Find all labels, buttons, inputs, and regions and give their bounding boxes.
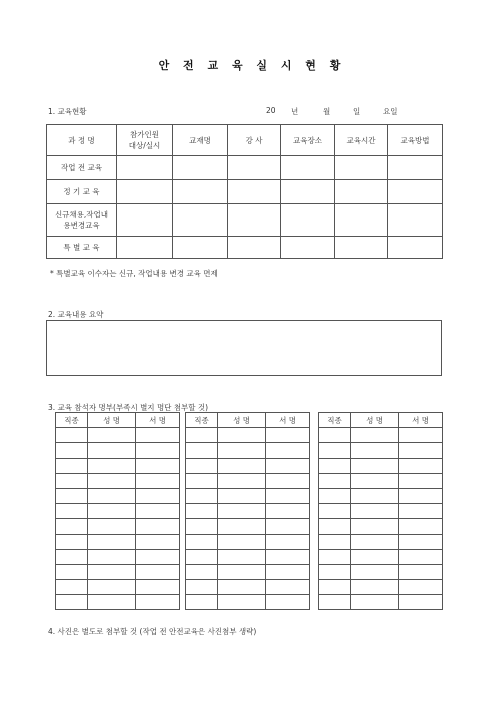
cell-input[interactable] — [335, 156, 388, 180]
attendee-cell[interactable] — [218, 504, 266, 519]
cell-input[interactable] — [281, 204, 335, 237]
attendee-row — [186, 534, 310, 549]
attendee-cell[interactable] — [136, 504, 180, 519]
attendee-cell[interactable] — [136, 595, 180, 610]
attendee-header-signature: 서 명 — [266, 413, 310, 428]
cell-input[interactable] — [173, 156, 228, 180]
attendee-row — [186, 488, 310, 503]
attendee-row — [319, 534, 443, 549]
attendee-cell[interactable] — [56, 519, 88, 534]
attendee-header-job: 직종 — [319, 413, 351, 428]
section-1-label: 1. 교육현황 — [48, 107, 87, 116]
attendee-header-row — [319, 413, 443, 428]
attendee-cell[interactable] — [399, 564, 443, 579]
attendee-header-job: 직종 — [186, 413, 218, 428]
attendee-row — [186, 564, 310, 579]
attendee-cell[interactable] — [266, 595, 310, 610]
attendee-row — [319, 473, 443, 488]
attendee-cell[interactable] — [186, 580, 218, 595]
attendee-table-3 — [318, 412, 443, 610]
cell-input[interactable] — [388, 204, 443, 237]
attendee-cell[interactable] — [88, 595, 136, 610]
attendee-cell[interactable] — [399, 488, 443, 503]
attendee-row — [186, 519, 310, 534]
attendee-row — [319, 488, 443, 503]
attendee-header-name: 성 명 — [218, 413, 266, 428]
section-2-label: 2. 교육내용 요약 — [48, 310, 104, 319]
header-course-name: 과 정 명 — [47, 125, 117, 156]
attendee-cell[interactable] — [399, 458, 443, 473]
attendee-cell[interactable] — [186, 458, 218, 473]
attendee-cell[interactable] — [186, 488, 218, 503]
table-row — [47, 204, 443, 237]
attendee-row — [319, 519, 443, 534]
attendee-cell[interactable] — [319, 549, 351, 564]
attendee-row — [186, 580, 310, 595]
cell-input[interactable] — [335, 237, 388, 259]
attendee-cell[interactable] — [88, 473, 136, 488]
cell-input[interactable] — [117, 156, 173, 180]
attendee-row — [319, 458, 443, 473]
attendee-cell[interactable] — [351, 549, 399, 564]
attendee-cell[interactable] — [56, 504, 88, 519]
attendee-cell[interactable] — [56, 428, 88, 443]
attendee-cell[interactable] — [56, 549, 88, 564]
attendee-row — [56, 488, 180, 503]
header-time: 교육시간 — [335, 125, 388, 156]
attendee-cell[interactable] — [56, 458, 88, 473]
cell-input[interactable] — [281, 156, 335, 180]
attendee-cell[interactable] — [351, 534, 399, 549]
table-row — [47, 237, 443, 259]
cell-input[interactable] — [228, 237, 281, 259]
attendee-row — [186, 595, 310, 610]
attendee-cell[interactable] — [56, 473, 88, 488]
attendee-row — [319, 580, 443, 595]
attendee-cell[interactable] — [136, 549, 180, 564]
cell-input[interactable] — [388, 180, 443, 204]
cell-input[interactable] — [173, 180, 228, 204]
attendee-cell[interactable] — [351, 504, 399, 519]
header-method: 교육방법 — [388, 125, 443, 156]
attendee-cell[interactable] — [319, 443, 351, 458]
attendee-cell[interactable] — [88, 488, 136, 503]
attendee-cell[interactable] — [351, 458, 399, 473]
attendee-cell[interactable] — [88, 519, 136, 534]
attendee-cell[interactable] — [218, 473, 266, 488]
summary-input-box[interactable] — [46, 320, 442, 376]
attendee-row — [186, 549, 310, 564]
attendee-table-1 — [55, 412, 180, 610]
attendee-cell[interactable] — [186, 534, 218, 549]
cell-input[interactable] — [228, 180, 281, 204]
attendee-cell[interactable] — [266, 504, 310, 519]
attendee-cell[interactable] — [266, 534, 310, 549]
attendee-cell[interactable] — [266, 428, 310, 443]
cell-input[interactable] — [228, 156, 281, 180]
attendee-cell[interactable] — [136, 488, 180, 503]
row-label-new-hire-text: 신규채용,작업내 용변경교육 — [54, 210, 109, 230]
attendee-cell[interactable] — [218, 580, 266, 595]
attendee-cell[interactable] — [319, 458, 351, 473]
date-month-label: 월 — [323, 107, 331, 116]
section-3-label: 3. 교육 참석자 명부(부족시 별지 명단 첨부할 것) — [48, 403, 209, 412]
attendee-header-job: 직종 — [56, 413, 88, 428]
attendee-cell[interactable] — [186, 473, 218, 488]
attendee-row — [56, 564, 180, 579]
attendee-cell[interactable] — [136, 458, 180, 473]
attendee-cell[interactable] — [56, 580, 88, 595]
attendee-cell[interactable] — [136, 564, 180, 579]
education-status-table — [46, 124, 443, 259]
attendee-cell[interactable] — [266, 458, 310, 473]
attendee-cell[interactable] — [186, 549, 218, 564]
attendee-header-name: 성 명 — [351, 413, 399, 428]
attendee-cell[interactable] — [399, 549, 443, 564]
attendee-cell[interactable] — [319, 534, 351, 549]
attendee-header-row — [186, 413, 310, 428]
attendee-cell[interactable] — [351, 443, 399, 458]
attendee-cell[interactable] — [218, 519, 266, 534]
attendee-cell[interactable] — [88, 580, 136, 595]
special-education-note: * 특별교육 이수자는 신규, 작업내용 변경 교육 면제 — [50, 269, 218, 278]
table-header-row — [47, 125, 443, 156]
attendee-cell[interactable] — [88, 458, 136, 473]
date-weekday-label: 요일 — [383, 107, 398, 116]
table-row — [47, 156, 443, 180]
attendee-cell[interactable] — [266, 580, 310, 595]
header-participants-text: 참가인원 대상/실시 — [128, 130, 161, 150]
attendee-cell[interactable] — [218, 549, 266, 564]
attendee-row — [56, 443, 180, 458]
attendee-cell[interactable] — [136, 580, 180, 595]
attendee-cell[interactable] — [218, 534, 266, 549]
cell-input[interactable] — [117, 180, 173, 204]
attendee-cell[interactable] — [351, 580, 399, 595]
attendee-cell[interactable] — [399, 580, 443, 595]
cell-input[interactable] — [335, 180, 388, 204]
attendee-cell[interactable] — [399, 519, 443, 534]
attendee-cell[interactable] — [319, 473, 351, 488]
table-row — [47, 180, 443, 204]
header-textbook: 교재명 — [173, 125, 228, 156]
cell-input[interactable] — [281, 180, 335, 204]
attendee-cell[interactable] — [266, 473, 310, 488]
document-title: 안 전 교 육 실 시 현 황 — [158, 59, 346, 72]
cell-input[interactable] — [117, 204, 173, 237]
attendee-row — [56, 534, 180, 549]
cell-input[interactable] — [173, 237, 228, 259]
attendee-cell[interactable] — [88, 534, 136, 549]
attendee-row — [319, 443, 443, 458]
attendee-cell[interactable] — [351, 473, 399, 488]
attendee-cell[interactable] — [399, 504, 443, 519]
attendee-cell[interactable] — [136, 428, 180, 443]
attendee-cell[interactable] — [218, 458, 266, 473]
attendee-cell[interactable] — [56, 595, 88, 610]
attendee-cell[interactable] — [399, 534, 443, 549]
attendee-cell[interactable] — [88, 504, 136, 519]
row-label-pre-work: 작업 전 교육 — [47, 156, 117, 180]
date-day-label: 일 — [353, 107, 361, 116]
attendee-cell[interactable] — [186, 564, 218, 579]
attendee-cell[interactable] — [88, 428, 136, 443]
cell-input[interactable] — [173, 204, 228, 237]
header-location: 교육장소 — [281, 125, 335, 156]
row-label-special: 특 별 교 육 — [47, 237, 117, 259]
attendee-cell[interactable] — [136, 473, 180, 488]
attendee-cell[interactable] — [351, 564, 399, 579]
attendee-row — [186, 443, 310, 458]
row-label-regular: 정 기 교 육 — [47, 180, 117, 204]
attendee-cell[interactable] — [319, 519, 351, 534]
attendee-cell[interactable] — [218, 488, 266, 503]
row-label-new-hire — [47, 204, 117, 237]
attendee-row — [56, 595, 180, 610]
attendee-header-name: 성 명 — [88, 413, 136, 428]
attendee-cell[interactable] — [399, 595, 443, 610]
attendee-cell[interactable] — [186, 428, 218, 443]
attendee-row — [319, 549, 443, 564]
attendee-header-signature: 서 명 — [399, 413, 443, 428]
cell-input[interactable] — [335, 204, 388, 237]
section-4-label: 4. 사진은 별도로 첨부할 것 (작업 전 안전교육은 사진첨부 생략) — [48, 627, 257, 636]
attendee-row — [56, 473, 180, 488]
attendee-cell[interactable] — [56, 534, 88, 549]
attendee-cell[interactable] — [351, 519, 399, 534]
attendee-cell[interactable] — [186, 504, 218, 519]
attendee-row — [186, 428, 310, 443]
attendee-cell[interactable] — [399, 443, 443, 458]
attendee-cell[interactable] — [136, 519, 180, 534]
attendee-header-signature: 서 명 — [136, 413, 180, 428]
attendee-cell[interactable] — [319, 564, 351, 579]
attendee-cell[interactable] — [56, 488, 88, 503]
attendee-row — [56, 519, 180, 534]
attendee-cell[interactable] — [266, 443, 310, 458]
attendee-row — [186, 458, 310, 473]
attendee-cell[interactable] — [56, 564, 88, 579]
attendee-cell[interactable] — [136, 534, 180, 549]
attendee-cell[interactable] — [186, 519, 218, 534]
attendee-row — [56, 458, 180, 473]
cell-input[interactable] — [228, 204, 281, 237]
attendee-row — [319, 504, 443, 519]
attendee-row — [319, 428, 443, 443]
cell-input[interactable] — [388, 156, 443, 180]
header-instructor: 강 사 — [228, 125, 281, 156]
attendee-cell[interactable] — [351, 488, 399, 503]
attendee-cell[interactable] — [136, 443, 180, 458]
attendee-row — [56, 504, 180, 519]
attendee-cell[interactable] — [266, 488, 310, 503]
attendee-cell[interactable] — [218, 428, 266, 443]
cell-input[interactable] — [117, 237, 173, 259]
attendee-cell[interactable] — [266, 564, 310, 579]
attendee-row — [56, 428, 180, 443]
attendee-cell[interactable] — [56, 443, 88, 458]
attendee-row — [186, 473, 310, 488]
attendee-cell[interactable] — [319, 488, 351, 503]
attendee-cell[interactable] — [88, 443, 136, 458]
attendee-cell[interactable] — [88, 564, 136, 579]
attendee-cell[interactable] — [319, 595, 351, 610]
attendee-header-row — [56, 413, 180, 428]
attendee-row — [319, 564, 443, 579]
cell-input[interactable] — [281, 237, 335, 259]
attendee-row — [56, 549, 180, 564]
attendee-row — [319, 595, 443, 610]
attendee-cell[interactable] — [218, 564, 266, 579]
attendee-cell[interactable] — [351, 428, 399, 443]
attendee-row — [56, 580, 180, 595]
attendee-cell[interactable] — [319, 580, 351, 595]
date-year-prefix: 20 — [266, 106, 276, 115]
attendee-cell[interactable] — [218, 443, 266, 458]
attendee-cell[interactable] — [218, 595, 266, 610]
attendee-cell[interactable] — [319, 504, 351, 519]
attendee-cell[interactable] — [399, 428, 443, 443]
attendee-cell[interactable] — [88, 549, 136, 564]
attendee-cell[interactable] — [351, 595, 399, 610]
attendee-cell[interactable] — [186, 443, 218, 458]
attendee-cell[interactable] — [186, 595, 218, 610]
cell-input[interactable] — [388, 237, 443, 259]
date-year-label: 년 — [291, 107, 299, 116]
attendee-table-2 — [185, 412, 310, 610]
attendee-cell[interactable] — [266, 549, 310, 564]
header-participants — [117, 125, 173, 156]
attendee-cell[interactable] — [319, 428, 351, 443]
attendee-row — [186, 504, 310, 519]
attendee-cell[interactable] — [399, 473, 443, 488]
attendee-cell[interactable] — [266, 519, 310, 534]
